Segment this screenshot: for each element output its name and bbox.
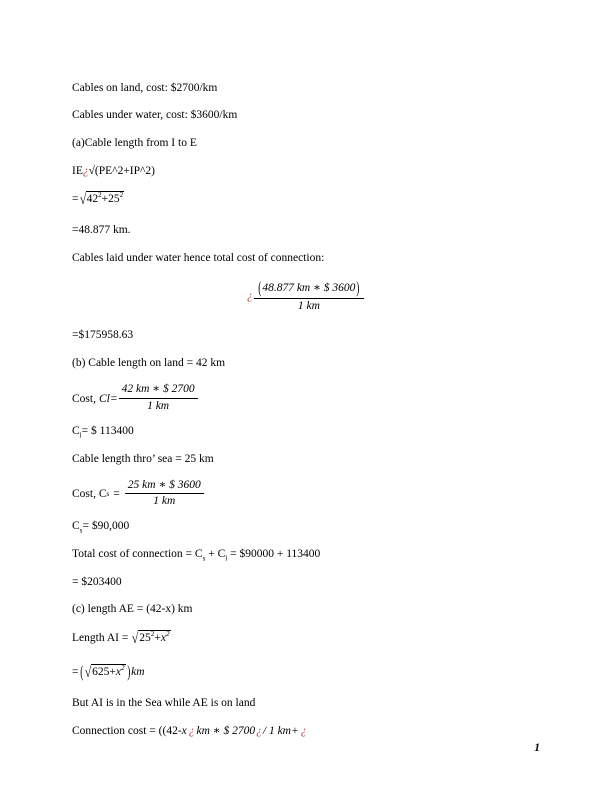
ai-term-a-exponent: 2: [150, 630, 155, 639]
cost-cl-comma: ,: [93, 392, 96, 405]
square-root-icon: [131, 630, 170, 648]
cost-cl-label: Cost: [72, 392, 94, 405]
ai-term-a: 25: [139, 632, 151, 645]
cost-cs-fraction: [125, 479, 204, 509]
sqrt-term-b-exponent: 2: [119, 191, 124, 200]
unicode-fallback-icon: ¿: [247, 289, 253, 302]
radical-contents: [86, 191, 125, 206]
ie-sqrt-line: [72, 191, 540, 209]
unicode-fallback-icon: ¿: [188, 724, 195, 737]
cost-cl-line: [72, 384, 540, 414]
radical-surd-glyph: √: [132, 631, 139, 648]
equals-sign: =: [72, 193, 79, 206]
cs-subscript: s: [79, 526, 83, 535]
total-cost-fraction: [254, 278, 364, 314]
ai-term-x: x: [160, 632, 166, 645]
sqrt-operator: +: [101, 193, 109, 206]
cost-cs-label: Cost, C: [72, 488, 107, 501]
radical-surd-glyph: √: [79, 192, 86, 209]
fraction-numerator: [254, 278, 364, 300]
cost-under-water-line: Cables under water, cost: $3600/km: [72, 109, 238, 122]
connection-cost-middle-2: / 1 km+: [262, 724, 299, 737]
total-middle: + C: [205, 548, 226, 561]
ai2-term-x: x: [115, 665, 121, 678]
ai2-unit: km: [131, 665, 145, 678]
square-root-icon: [84, 664, 126, 682]
part-a-label: (a)Cable length from I to E: [72, 136, 197, 149]
radical-contents: [91, 664, 125, 679]
connection-cost-middle: km ∗ $ 2700: [196, 724, 256, 737]
cs-variable: C: [72, 520, 80, 533]
fraction-denominator: 1 km: [153, 495, 176, 508]
left-delimiter-icon: (: [79, 661, 83, 681]
total-prefix: Total cost of connection = C: [72, 548, 203, 561]
length-ai-line: [72, 630, 540, 648]
square-root-icon: [79, 191, 125, 209]
sqrt-term-a: 42: [86, 193, 99, 206]
cs-value-line: [72, 519, 540, 533]
cs-value: = $90,000: [82, 520, 130, 533]
ai2-term-x-exponent: 2: [120, 663, 125, 672]
cl-value-line: [72, 424, 540, 438]
fraction-denominator: 1 km: [297, 300, 320, 313]
cost-cs-equals: =: [113, 488, 120, 501]
length-ai-label: Length AI =: [72, 632, 132, 645]
fraction-numerator: 42 km ∗ $ 2700: [119, 383, 198, 399]
document-body: [72, 68, 540, 751]
radical-contents: [138, 630, 170, 645]
cost-on-land-line: Cables on land, cost: $2700/km: [72, 81, 218, 94]
connection-cost-line: [72, 724, 540, 738]
part-c-label: (c) length AE = (42-x) km: [72, 603, 193, 616]
cost-cl-variable: Cl: [98, 392, 110, 405]
ie-formula-line: [72, 164, 540, 178]
fraction-denominator: 1 km: [147, 399, 170, 412]
right-delimiter-icon: ): [126, 661, 130, 681]
total-connection-line: [72, 547, 540, 561]
cost-cl-fraction: [119, 383, 198, 413]
cost-cl-equals: =: [109, 392, 118, 405]
cl-subscript: l: [79, 431, 82, 440]
page-number: 1: [534, 742, 540, 754]
equals-sign: =: [72, 665, 79, 678]
ie-expression: √(PE^2+IP^2): [88, 164, 156, 177]
total-cost-result-line: =$175958.63: [72, 329, 134, 342]
unicode-fallback-icon: ¿: [82, 164, 89, 177]
unicode-fallback-icon: ¿: [256, 724, 262, 737]
cost-cs-line: Cost, C s = $\frac{25 km ∗ \$ 3600}{1 km}$: [72, 479, 540, 509]
total-cl-subscript: l: [225, 554, 228, 563]
fraction-numerator: 25 km ∗ $ 3600: [125, 479, 204, 495]
unicode-fallback-icon: ¿: [300, 724, 307, 737]
connection-cost-prefix: Connection cost = ((42-: [72, 724, 182, 737]
right-delimiter-icon: ): [356, 277, 360, 297]
ie-label: IE: [72, 164, 83, 177]
part-b-label: (b) Cable length on land = 42 km: [72, 357, 226, 370]
total-tail: = $90000 + 113400: [227, 548, 321, 561]
ai-term-x-exponent: 2: [165, 630, 170, 639]
cl-variable: C: [72, 424, 80, 437]
length-ai-simplified-line: [72, 662, 540, 683]
left-delimiter-icon: (: [258, 277, 262, 297]
ai2-term: 625+: [92, 665, 116, 678]
total-sum-line: = $203400: [72, 575, 122, 588]
water-note-line: Cables laid under water hence total cost of connection:: [72, 251, 325, 264]
cl-value: = $ 113400: [81, 424, 134, 437]
sqrt-term-a-exponent: 2: [98, 191, 102, 200]
sea-length-line: Cable length thro’ sea = 25 km: [72, 452, 214, 465]
sqrt-term-b: 25: [108, 193, 120, 206]
ie-result-line: =48.877 km.: [72, 223, 131, 236]
radical-surd-glyph: √: [84, 664, 92, 681]
sea-land-note-line: But AI is in the Sea while AE is on land: [72, 696, 256, 709]
total-cs-subscript: s: [202, 554, 206, 563]
total-cost-fraction-line: [72, 278, 540, 314]
ai-operator: +: [154, 632, 161, 645]
connection-cost-x: x: [181, 724, 187, 737]
numerator-text: 48.877 km ∗ $ 3600: [262, 281, 356, 294]
